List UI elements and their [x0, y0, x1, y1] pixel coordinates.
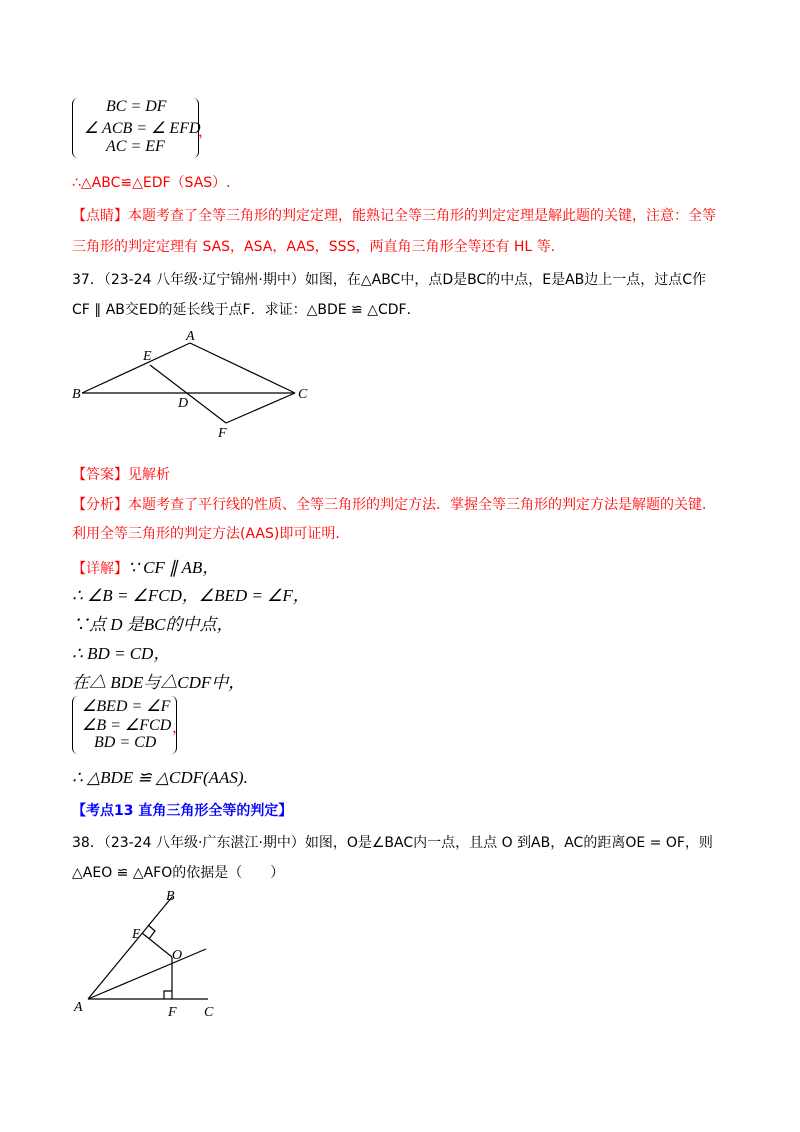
label-c: C: [298, 387, 308, 402]
top-equation-system: [72, 98, 212, 160]
q37-line-2: CF ∥ AB交ED的延长线于点F．求证：△BDE ≌ △CDF．: [72, 302, 421, 318]
section-heading-13: 【考点13 直角三角形全等的判定】: [72, 803, 293, 819]
q38-figure: [60, 885, 230, 1025]
detail-line-3: ∵点 D 是BC的中点，: [72, 615, 234, 634]
detail-line-5: 在△ BDE与△CDF中，: [72, 673, 246, 692]
q38-line-2: △AEO ≌ △AFO的依据是（ ）: [72, 865, 285, 881]
analysis-line-1: 【分析】本题考查了平行线的性质、全等三角形的判定方法．掌握全等三角形的判定方法是解题的关键．: [72, 497, 716, 513]
label-a: A: [74, 1000, 83, 1015]
right-angle-f: [164, 991, 172, 999]
label-b: B: [166, 889, 175, 904]
label-b: B: [72, 387, 81, 402]
system-tail: ，: [172, 718, 188, 736]
label-a: A: [186, 329, 195, 344]
segment-ba: [82, 343, 190, 393]
q38-line-1: 38．（23-24 八年级·广东湛江·期中）如图，O是∠BAC内一点，且点 O 到AB，AC的距离OE = OF，则: [72, 835, 713, 851]
label-f: F: [168, 1005, 177, 1020]
conclusion: ∴△ABC≌△EDF（SAS）.: [72, 175, 231, 191]
right-angle-e: [148, 925, 155, 939]
equation-line: BD = CD: [94, 734, 157, 751]
equation-line: BC = DF: [106, 98, 167, 115]
left-brace: [72, 696, 81, 754]
ray-ao: [88, 949, 206, 999]
left-brace: [72, 98, 81, 158]
answer: 【答案】见解析: [72, 467, 170, 483]
q37-line-1: 37．（23-24 八年级·辽宁锦州·期中）如图，在△ABC中，点D是BC的中点，E是AB边上一点，过点C作: [72, 272, 707, 288]
segment-ef: [150, 365, 226, 423]
detail-line-6: ∴ △BDE ≌ △CDF(AAS).: [72, 768, 248, 787]
label-c: C: [204, 1005, 214, 1020]
dianjing-line-1: 【点睛】本题考查了全等三角形的判定定理，能熟记全等三角形的判定定理是解此题的关键，注意：全等: [72, 208, 716, 224]
detail-text: ∵ CF ∥ AB，: [128, 558, 220, 577]
equation-line: AC = EF: [106, 138, 165, 155]
label-e: E: [143, 349, 152, 364]
detail-tag: 【详解】: [72, 561, 128, 577]
segment-eo: [142, 933, 172, 957]
segment-fc: [226, 393, 295, 423]
label-f: F: [218, 426, 227, 441]
detail-line-1: [72, 553, 219, 578]
system-tail: ，: [198, 122, 214, 140]
segment-ac: [190, 343, 295, 393]
equation-line: ∠ ACB = ∠ EFD: [84, 120, 201, 137]
label-o: O: [172, 948, 183, 963]
label-e: E: [132, 927, 141, 942]
analysis-line-2: 利用全等三角形的判定方法(AAS)即可证明．: [72, 526, 350, 542]
equation-line: ∠BED = ∠F: [82, 698, 171, 715]
detail-line-2: ∴ ∠B = ∠FCD，∠BED = ∠F，: [72, 586, 310, 605]
ray-ab: [88, 897, 172, 999]
detail-line-4: ∴ BD = CD，: [72, 644, 171, 663]
equation-line: ∠B = ∠FCD: [82, 717, 172, 734]
label-d: D: [178, 396, 189, 411]
q37-figure: [60, 325, 330, 445]
dianjing-line-2: 三角形的判定定理有 SAS，ASA，AAS，SSS，两直角三角形全等还有 HL 等.: [72, 239, 556, 255]
